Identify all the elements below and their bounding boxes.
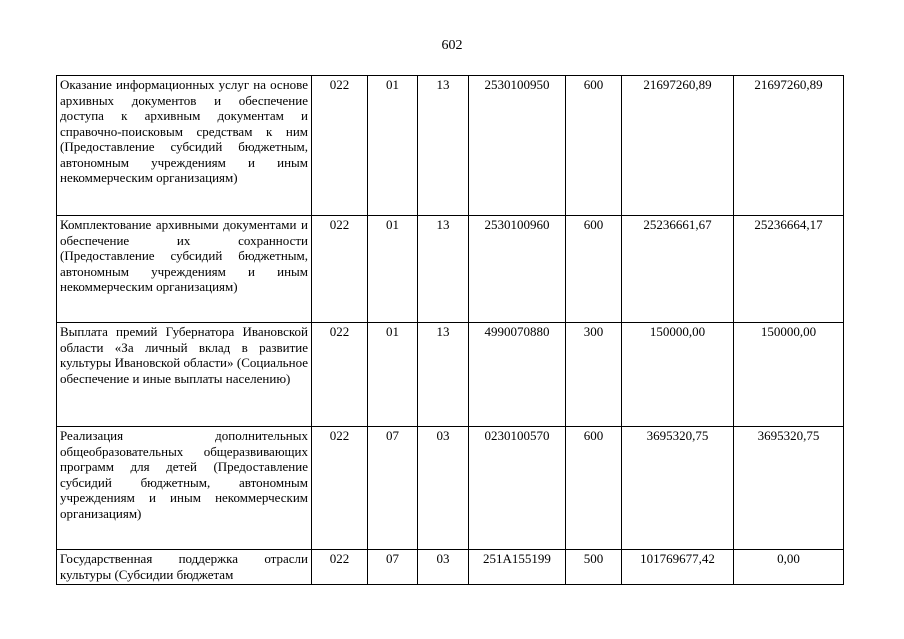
expense-type-code: 300 [566,323,622,427]
subsection-code: 13 [418,76,469,216]
target-article-code: 2530100950 [469,76,566,216]
row-description: Комплектование архивными документами и обеспечение их сохранности (Предоставление субсидий бюджетным, автономным учреждениям и иным некоммерческим организациям) [57,216,312,323]
table-row [57,76,844,216]
ministry-code: 022 [312,76,368,216]
sum-first-year: 21697260,89 [622,76,734,216]
ministry-code: 022 [312,323,368,427]
row-description: Реализация дополнительных общеобразовательных общеразвивающих программ для детей (Предоставление субсидий бюджетным, автономным учреждениям и иным некоммерческим организациям) [57,427,312,550]
table-row [57,323,844,427]
target-article-code: 0230100570 [469,427,566,550]
expense-type-code: 600 [566,427,622,550]
ministry-code: 022 [312,216,368,323]
target-article-code: 4990070880 [469,323,566,427]
row-description: Государственная поддержка отрасли культуры (Субсидии бюджетам [57,550,312,585]
sum-second-year: 0,00 [734,550,844,585]
sum-second-year: 25236664,17 [734,216,844,323]
table-row [57,427,844,550]
target-article-code: 2530100960 [469,216,566,323]
ministry-code: 022 [312,427,368,550]
section-code: 07 [368,550,418,585]
budget-table [56,75,844,585]
table-row [57,216,844,323]
subsection-code: 13 [418,323,469,427]
expense-type-code: 600 [566,76,622,216]
ministry-code: 022 [312,550,368,585]
table-row [57,550,844,585]
section-code: 01 [368,76,418,216]
section-code: 01 [368,323,418,427]
sum-first-year: 150000,00 [622,323,734,427]
row-description: Оказание информационных услуг на основе архивных документов и обеспечение доступа к архивным документам и справочно-поисковым средствам к ним (Предоставление субсидий бюджетным, автономным учреждениям и иным некоммерческим организациям) [57,76,312,216]
section-code: 07 [368,427,418,550]
sum-first-year: 101769677,42 [622,550,734,585]
target-article-code: 251A155199 [469,550,566,585]
section-code: 01 [368,216,418,323]
subsection-code: 03 [418,427,469,550]
expense-type-code: 600 [566,216,622,323]
sum-first-year: 25236661,67 [622,216,734,323]
subsection-code: 03 [418,550,469,585]
sum-second-year: 21697260,89 [734,76,844,216]
sum-second-year: 150000,00 [734,323,844,427]
expense-type-code: 500 [566,550,622,585]
sum-second-year: 3695320,75 [734,427,844,550]
sum-first-year: 3695320,75 [622,427,734,550]
page-number: 602 [441,38,463,53]
subsection-code: 13 [418,216,469,323]
row-description: Выплата премий Губернатора Ивановской области «За личный вклад в развитие культуры Ивановской области» (Социальное обеспечение и иные выплаты населению) [57,323,312,427]
